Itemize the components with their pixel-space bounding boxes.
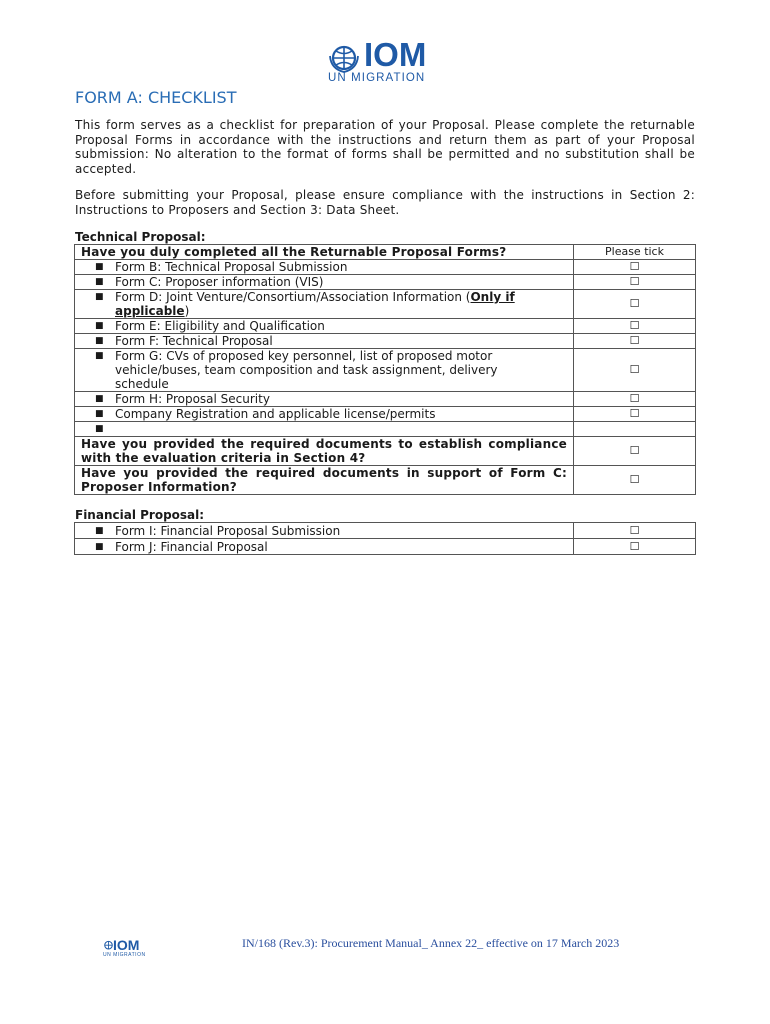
checklist-item: Form I: Financial Proposal Submission [115, 523, 341, 538]
table-row [75, 392, 696, 407]
checklist-item: Form J: Financial Proposal [115, 539, 268, 554]
empty-checklist-item [115, 422, 567, 436]
footer-logo-subtitle: UN MIGRATION [103, 952, 146, 958]
bullet-icon: ■ [95, 292, 104, 302]
checkbox-form-h[interactable]: ☐ [574, 392, 696, 407]
checkbox-form-i[interactable]: ☐ [574, 523, 696, 539]
bullet-icon: ■ [95, 525, 104, 536]
table-row [75, 319, 696, 334]
table-row [75, 422, 696, 437]
checkbox-form-f[interactable]: ☐ [574, 334, 696, 349]
checklist-item: Form E: Eligibility and Qualification [115, 319, 325, 333]
checklist-item: Form C: Proposer information (VIS) [115, 275, 324, 289]
table-row [75, 437, 696, 466]
table-row [75, 245, 696, 260]
table-row [75, 275, 696, 290]
bullet-icon: ■ [95, 541, 104, 552]
bullet-icon: ■ [95, 394, 104, 404]
logo-subtitle: UN MIGRATION [328, 72, 426, 84]
checklist-item: Form D: Joint Venture/Consortium/Association Information (Only if applicable) [115, 290, 515, 318]
instructions-paragraph: Before submitting your Proposal, please ensure compliance with the instructions in Section 2: Instructions to Proposers and Section 3: Data Sheet. [75, 188, 695, 217]
logo-wordmark: IOM [364, 36, 427, 73]
checklist-item: Company Registration and applicable license/permits [115, 407, 436, 421]
checkbox-company-registration[interactable]: ☐ [574, 407, 696, 422]
checklist-item: Form G: CVs of proposed key personnel, list of proposed motor vehicle/buses, team composition and task assignment, delivery schedule [115, 349, 498, 391]
bullet-icon: ■ [95, 321, 104, 331]
page-title: FORM A: CHECKLIST [75, 88, 237, 107]
financial-checklist-table [74, 522, 696, 555]
tick-header: Please tick [574, 245, 696, 260]
bullet-icon: ■ [95, 409, 104, 419]
page-footer: IN/168 (Rev.3): Procurement Manual_ Annex 22_ effective on 17 March 2023 [242, 936, 620, 950]
technical-proposal-heading: Technical Proposal: [75, 230, 206, 244]
table-row [75, 260, 696, 275]
bullet-icon: ■ [95, 424, 104, 434]
checklist-item: Form B: Technical Proposal Submission [115, 260, 348, 274]
question-returnable-forms: Have you duly completed all the Returnable Proposal Forms? [75, 245, 574, 260]
only-if-applicable-note: Only if applicable [115, 290, 515, 318]
bullet-icon: ■ [95, 262, 104, 272]
table-row [75, 466, 696, 495]
question-form-c-support: Have you provided the required documents in support of Form C: Proposer Information? [75, 466, 574, 495]
checkbox-form-e[interactable]: ☐ [574, 319, 696, 334]
empty-tick-cell [574, 422, 696, 437]
checkbox-form-j[interactable]: ☐ [574, 539, 696, 555]
bullet-icon: ■ [95, 277, 104, 287]
intro-paragraph: This form serves as a checklist for preparation of your Proposal. Please complete the returnable Proposal Forms in accordance with the instructions and return them as part of your Proposal submission: No alteration to the format of forms shall be permitted and no substitution shall be accepted. [75, 118, 695, 176]
table-row [75, 290, 696, 319]
bullet-icon: ■ [95, 336, 104, 346]
bullet-icon: ■ [95, 351, 104, 361]
footer-logo-wordmark: IOM [113, 937, 140, 953]
technical-checklist-table [74, 244, 696, 495]
checkbox-evaluation-criteria[interactable]: ☐ [574, 437, 696, 466]
financial-proposal-heading: Financial Proposal: [75, 508, 205, 522]
table-row [75, 539, 696, 555]
checkbox-form-c[interactable]: ☐ [574, 275, 696, 290]
checkbox-form-b[interactable]: ☐ [574, 260, 696, 275]
checkbox-form-g[interactable]: ☐ [574, 349, 696, 392]
checklist-item: Form F: Technical Proposal [115, 334, 273, 348]
table-row [75, 407, 696, 422]
table-row [75, 349, 696, 392]
checklist-item: Form H: Proposal Security [115, 392, 270, 406]
checkbox-form-d[interactable]: ☐ [574, 290, 696, 319]
checkbox-form-c-support[interactable]: ☐ [574, 466, 696, 495]
table-row [75, 334, 696, 349]
iom-logo [326, 36, 444, 86]
question-evaluation-criteria: Have you provided the required documents to establish compliance with the evaluation criteria in Section 4? [75, 437, 574, 466]
un-emblem-icon [328, 44, 360, 74]
table-row [75, 523, 696, 539]
footer-logo [103, 937, 151, 958]
